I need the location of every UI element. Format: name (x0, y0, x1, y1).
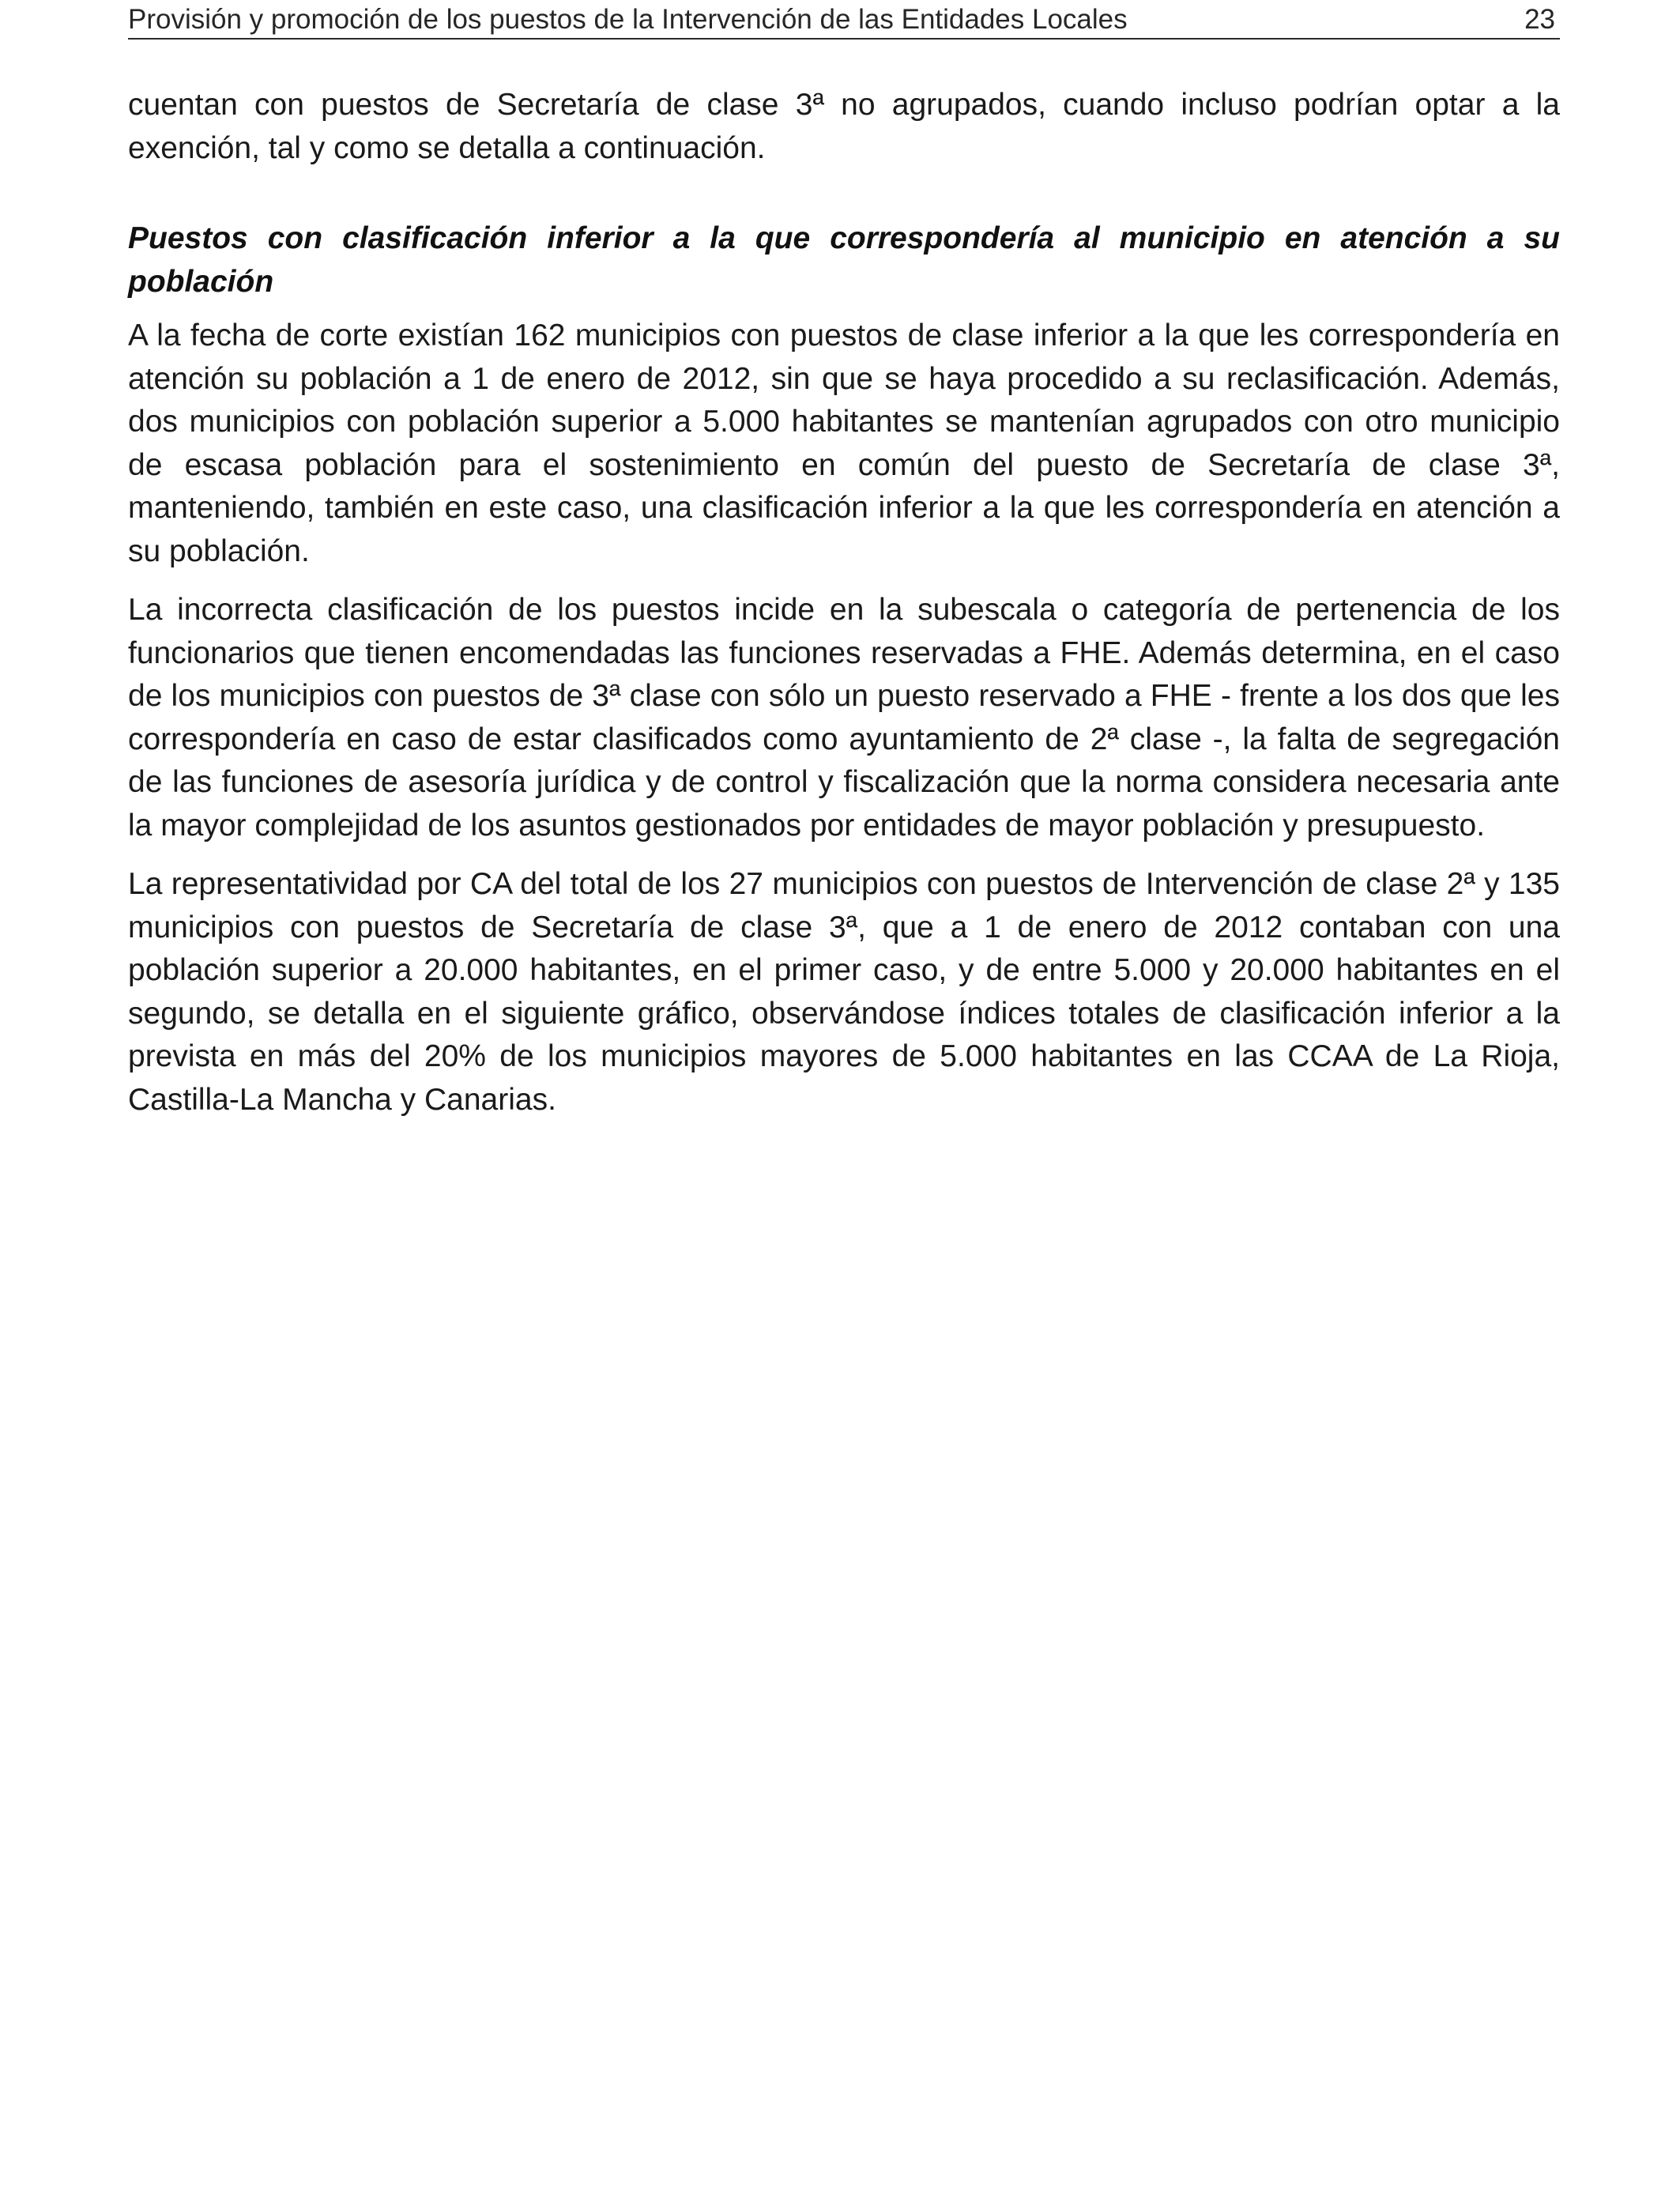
body-text (128, 84, 1560, 1137)
intro-paragraph: cuentan con puestos de Secretaría de clase 3ª no agrupados, cuando incluso podrían optar a la exención, tal y como se detalla a continuación. (128, 88, 1560, 165)
paragraph-3: La representatividad por CA del total de los 27 municipios con puestos de Intervención de clase 2ª y 135 municipios con puestos de Secretaría de clase 3ª, que a 1 de enero de 2012 contaban con una población superior a 20.000 habitantes, en el primer caso, y de entre 5.000 y 20.000 habitantes en el segundo, se detalla en el siguiente gráfico, observándose índices totales de clasificación inferior a la prevista en más del 20% de los municipios mayores de 5.000 habitantes en las CCAA de La Rioja, Castilla-La Mancha y Canarias. (128, 867, 1560, 1117)
running-header (128, 0, 1560, 40)
paragraph-1: A la fecha de corte existían 162 municipios con puestos de clase inferior a la que les correspondería en atención su población a 1 de enero de 2012, sin que se haya procedido a su reclasificación. Además, dos municipios con población superior a 5.000 habitantes se mantenían agrupados con otro municipio de escasa población para el sostenimiento en común del puesto de Secretaría de clase 3ª, manteniendo, también en este caso, una clasificación inferior a la que les correspondería en atención a su población. (128, 319, 1560, 568)
header-title: Provisión y promoción de los puestos de la Intervención de las Entidades Locales (128, 4, 1128, 35)
paragraph-2: La incorrecta clasificación de los puestos incide en la subescala o categoría de pertenencia de los funcionarios que tienen encomendadas las funciones reservadas a FHE. Además determina, en el caso de los municipios con puestos de 3ª clase con sólo un puesto reservado a FHE - frente a los dos que les correspondería en caso de estar clasificados como ayuntamiento de 2ª clase -, la falta de segregación de las funciones de asesoría jurídica y de control y fiscalización que la norma considera necesaria ante la mayor complejidad de los asuntos gestionados por entidades de mayor población y presupuesto. (128, 593, 1560, 843)
page-number: 23 (1524, 4, 1555, 35)
section-heading: Puestos con clasificación inferior a la que correspondería al municipio en atención a su población (128, 221, 1560, 299)
